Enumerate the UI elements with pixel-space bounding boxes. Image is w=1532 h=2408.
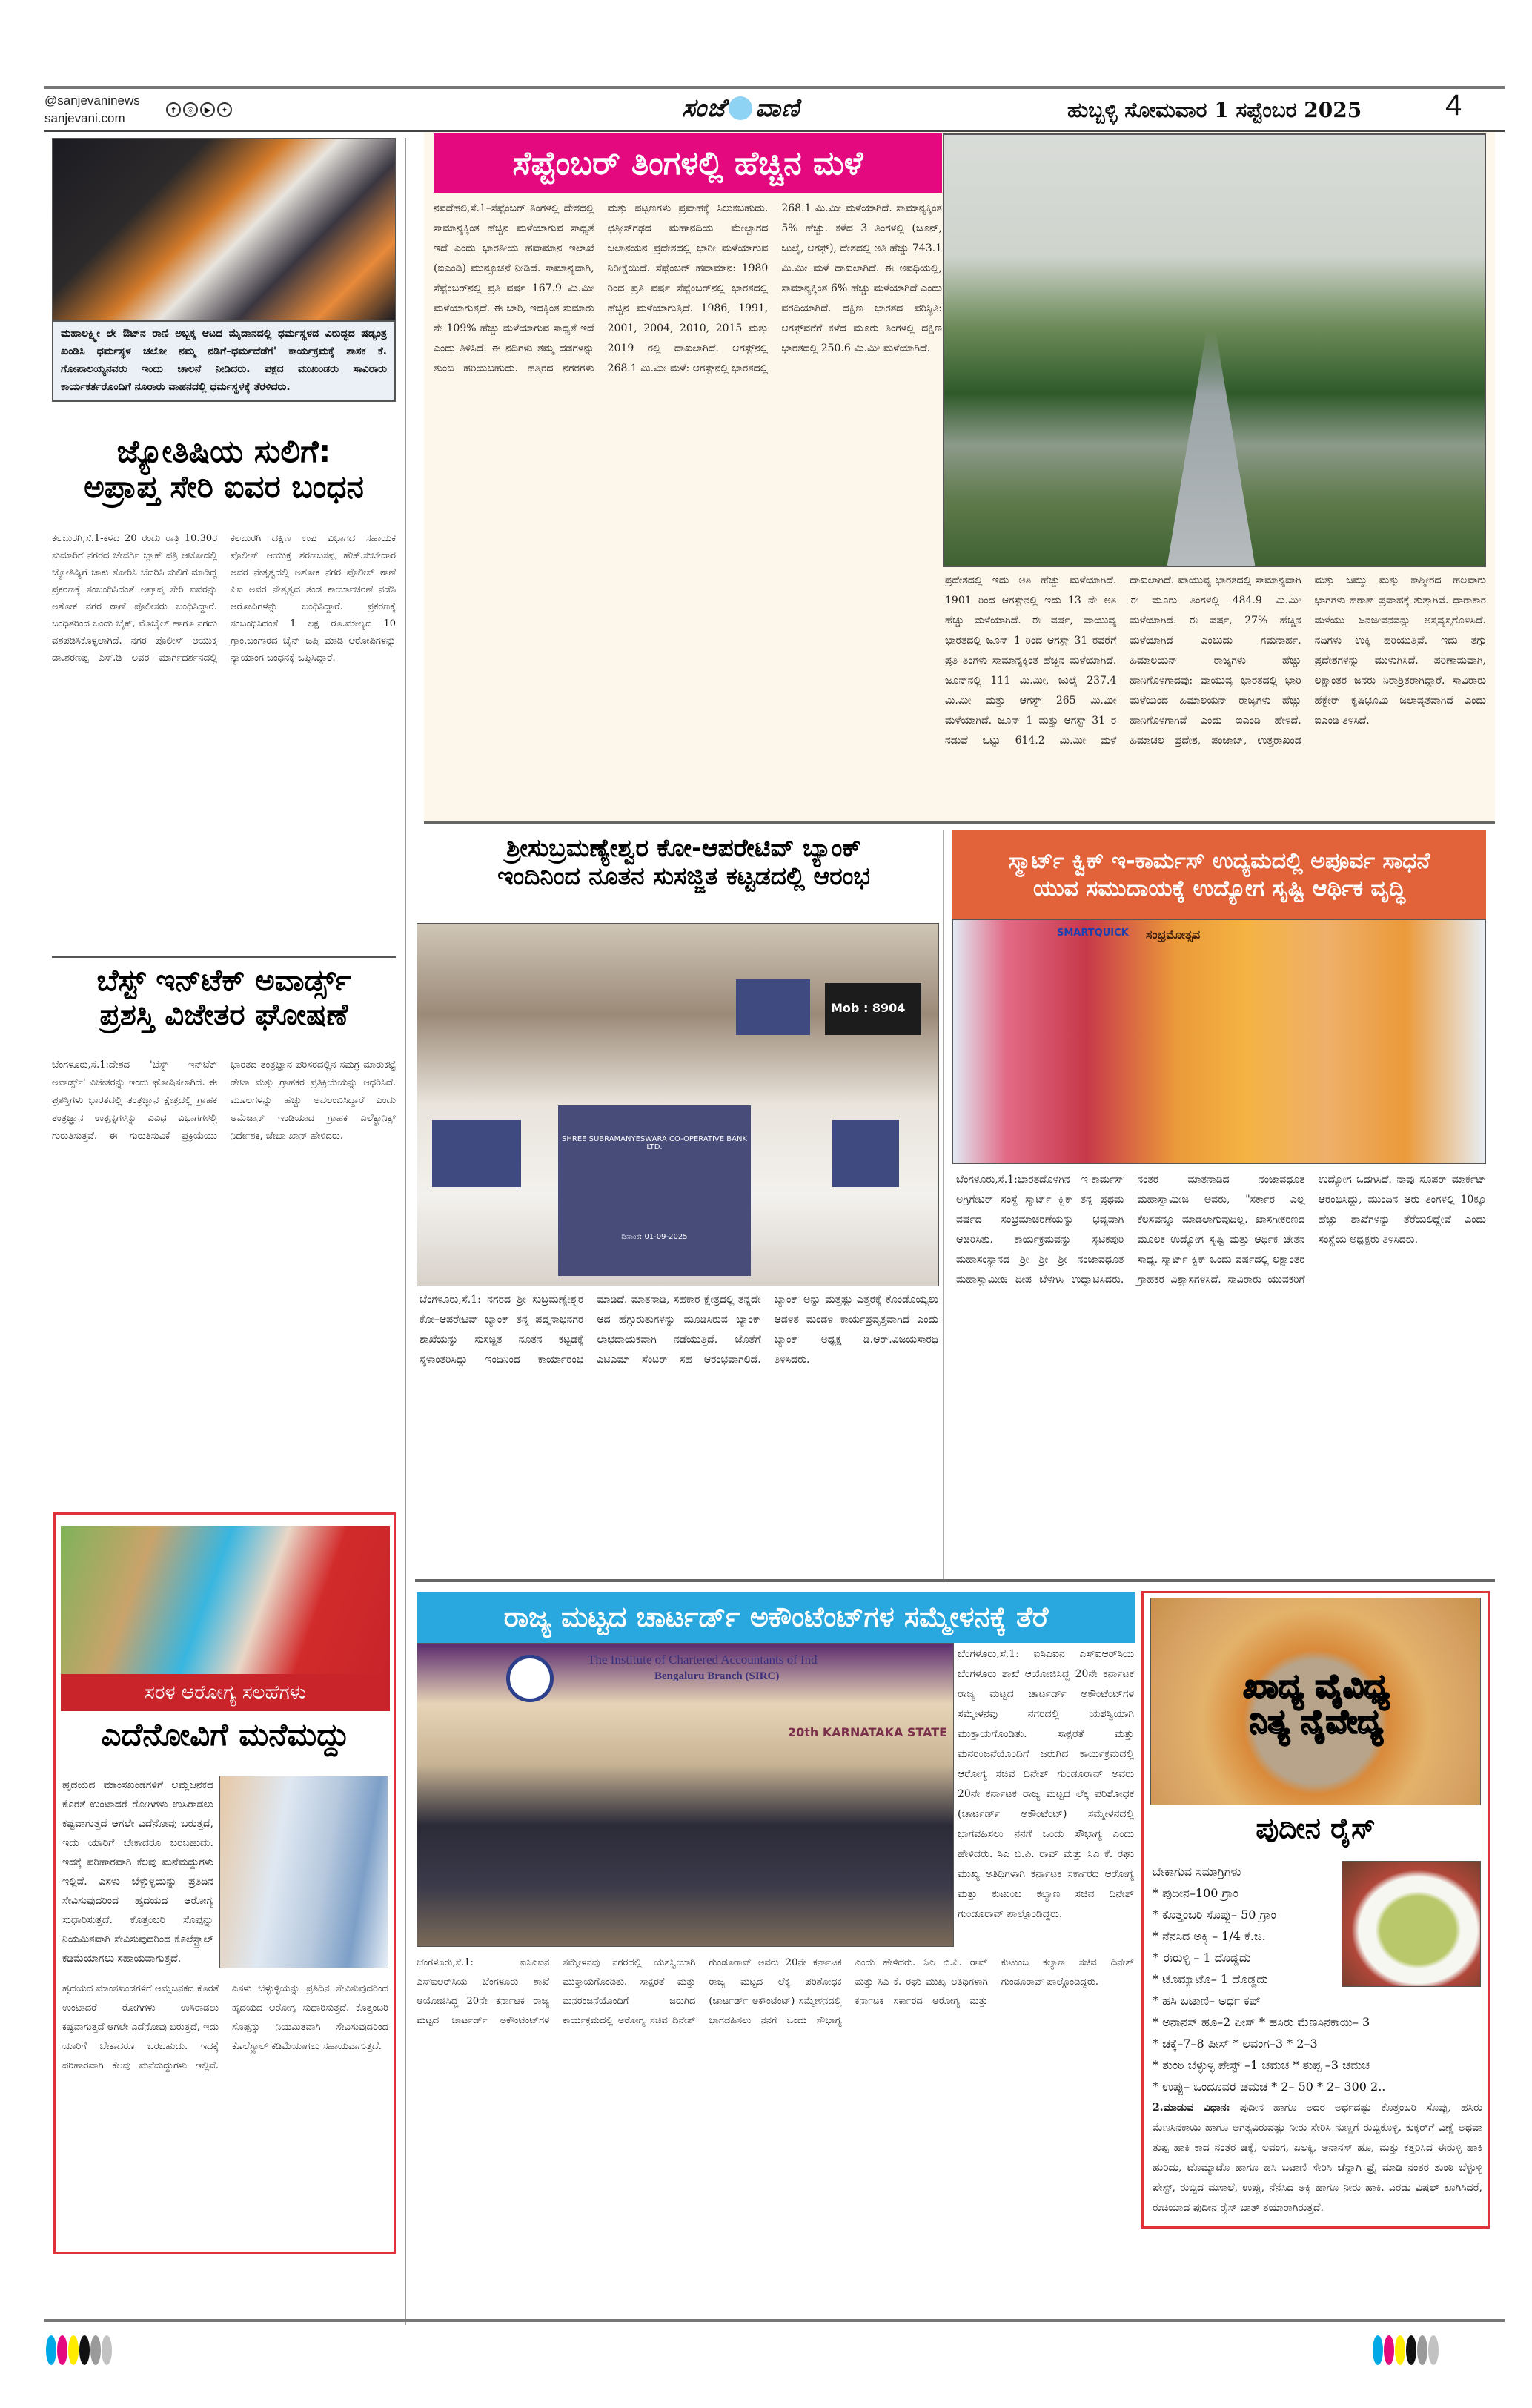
dateline: ಹುಬ್ಬಳ್ಳಿ ಸೋಮವಾರ 1 ಸಪ್ಟೆಂಬರ 2025 [1067, 98, 1362, 122]
health-banner-label: ಸರಳ ಆರೋಗ್ಯ ಸಲಹೆಗಳು [61, 1674, 390, 1711]
masthead-left: ಸಂಜೆ [682, 93, 726, 123]
bank-sign-small [832, 1120, 899, 1187]
column-divider [405, 138, 406, 2325]
gray-mark [90, 2335, 101, 2365]
astrologer-headline [47, 434, 400, 506]
ingredient-item: * ಈರುಳ್ಳಿ – 1 ದೊಡ್ಡದು [1153, 1951, 1251, 1965]
astrologer-body: ಕಲಬುರಗಿ,ಸೆ.1-ಕಳೆದ 20 ರಂದು ರಾತ್ರಿ 10.30ರ ಸುಮಾರಿಗೆ ನಗರದ ಜೇವರ್ಗಿ ಬ್ಲಾಕ್ ಪತ್ರಿ ಆಟೋದಲ್ಲಿ ಜ್ಯೋತಿಷ್ಯಿಗೆ ಚಾಕು ತೋರಿಸಿ ಬೆದರಿಸಿ ಸುಲಿಗೆ ಮಾಡಿದ್ದ ಪ್ರಕರಣಕ್ಕೆ ಸಂಬಂಧಿಸಿದಂತೆ ಅಪ್ರಾಪ್ತ ಸೇರಿ ಐವರನ್ನು ಅಶೋಕ ನಗರ ಠಾಣೆ ಪೊಲೀಸರು ಬಂಧಿಸಿದ್ದಾರೆ. ಬಂಧಿತರಿಂದ ಒಂದು ಬೈಕ್, ಮೊಬೈಲ್ ಹಾಗೂ ನಗದು ವಶಪಡಿಸಿಕೊಳ್ಳಲಾಗಿದೆ. ನಗರ ಪೊಲೀಸ್ ಆಯುಕ್ತ ಡಾ.ಶರಣಪ್ಪ ಎಸ್.ಡಿ ಅವರ ಮಾರ್ಗದರ್ಶನದಲ್ಲಿ ಕಲಬುರಗಿ ದಕ್ಷಿಣ ಉಪ ವಿಭಾಗದ ಸಹಾಯಕ ಪೊಲೀಸ್ ಆಯುಕ್ತ ಶರಣಬಸಪ್ಪ ಹೆಚ್.ಸುಬೇದಾರ ಅವರ ನೇತೃತ್ವದಲ್ಲಿ ಅಶೋಕ ನಗರ ಪೊಲೀಸ್ ಠಾಣೆ ಪಿಐ ಅವರ ನೇತೃತ್ವದ ತಂಡ ಕಾರ್ಯಾಚರಣೆ ನಡೆಸಿ ಆರೋಪಿಗಳನ್ನು ಬಂಧಿಸಿದ್ದಾರೆ. ಪ್ರಕರಣಕ್ಕೆ ಸಂಬಂಧಿಸಿದಂತೆ 1 ಲಕ್ಷ ರೂ.ಮೌಲ್ಯದ 10 ಗ್ರಾಂ.ಬಂಗಾರದ ಚೈನ್ ಜಪ್ತಿ ಮಾಡಿ ಆರೋಪಿಗಳನ್ನು ನ್ಯಾಯಾಂಗ ಬಂಧನಕ್ಕೆ ಒಪ್ಪಿಸಿದ್ದಾರೆ. [52, 533, 396, 664]
bank-headline-line1: ಶ್ರೀಸುಬ್ರಮಣ್ಯೇಶ್ವರ ಕೋ-ಆಪರೇಟಿವ್ ಬ್ಯಾಂಕ್ [506, 833, 861, 862]
method-text: ಪುದೀನ ಹಾಗೂ ಅದರ ಅರ್ಧದಷ್ಟು ಕೊತ್ತಂಬರಿ ಸೊಪ್ಪು, ಹಸಿರು ಮೆಣಸಿನಕಾಯಿ ಹಾಗೂ ಅಗತ್ಯವಿರುವಷ್ಟು ನೀರು ಸೇರಿಸಿ ನುಣ್ಣಗೆ ರುಬ್ಬಿಕೊಳ್ಳಿ. ಕುಕ್ಕರ್‌ಗೆ ಎಣ್ಣೆ ಅಥವಾ ತುಪ್ಪ ಹಾಕಿ ಕಾದ ನಂತರ ಚಕ್ಕೆ, ಲವಂಗ, ಏಲಕ್ಕಿ, ಅನಾನಸ್ ಹೂ, ಮತ್ತು ಕತ್ತರಿಸಿದ ಈರುಳ್ಳಿ ಹಾಕಿ ಹುರಿದು, ಟೊಮ್ಯಾಟೊ ಹಾಗೂ ಹಸಿ ಬಟಾಣಿ ಸೇರಿಸಿ ಚೆನ್ನಾಗಿ ಫ್ರೈ ಮಾಡಿ ನಂತರ ಶುಂಠಿ ಬೆಳ್ಳುಳ್ಳಿ ಪೇಸ್ಟ್, ರುಬ್ಬಿದ ಮಸಾಲೆ, ಉಪ್ಪು, ನೆನೆಸಿದ ಅಕ್ಕಿ ಹಾಗೂ ನೀರು ಹಾಕಿ. ಎರಡು ವಿಷಲ್ ಕೂಗಿಸಿದರೆ, ರುಚಿಯಾದ ಪುದೀನ ರೈಸ್ ಬಾತ್ ತಯಾರಾಗಿರುತ್ತದೆ. [1153, 2102, 1482, 2214]
smartquick-event-photo [952, 919, 1486, 1164]
recipe-banner-line2: ನಿತ್ಯ ನೈವೇದ್ಯ [1250, 1703, 1383, 1742]
method-label: 2.ಮಾಡುವ ವಿಧಾನ: [1153, 2102, 1230, 2114]
footer-rule [44, 2319, 1505, 2322]
ingredient-item: * ಉಪ್ಪು– ಒಂದೂವರೆ ಚಮಚ * 2– 50 * 2– 300 2.. [1153, 2080, 1386, 2094]
chartered-conference-photo [417, 1643, 954, 1947]
magenta-mark [57, 2335, 67, 2365]
black-mark [1406, 2335, 1416, 2365]
icai-logo-icon [506, 1655, 554, 1702]
gray-mark [1417, 2335, 1427, 2365]
chartered-body: ಬೆಂಗಳೂರು,ಸೆ.1: ಐಸಿಎಐನ ಎಸ್‌ಐಆರ್‌ಸಿಯ ಬೆಂಗಳೂರು ಶಾಖೆ ಆಯೋಜಿಸಿದ್ದ 20ನೇ ಕರ್ನಾಟಕ ರಾಜ್ಯ ಮಟ್ಟದ ಚಾರ್ಟರ್ಡ್ ಅಕೌಂಟೆಂಟ್‌ಗಳ ಸಮ್ಮೇಳನವು ನಗರದಲ್ಲಿ ಯಶಸ್ವಿಯಾಗಿ ಮುಕ್ತಾಯಗೊಂಡಿತು. ಸಾಕ್ಷರತೆ ಮತ್ತು ಮನರಂಜನೆಯೊಂದಿಗೆ ಜರುಗಿದ ಕಾರ್ಯಕ್ರಮದಲ್ಲಿ ಆರೋಗ್ಯ ಸಚಿವ ದಿನೇಶ್ ಗುಂಡೂರಾವ್ ಅವರು 20ನೇ ಕರ್ನಾಟಕ ರಾಜ್ಯ ಮಟ್ಟದ ಲೆಕ್ಕ ಪರಿಶೋಧಕ (ಚಾರ್ಟರ್ಡ್ ಅಕೌಂಟೆಂಟ್) ಸಮ್ಮೇಳನದಲ್ಲಿ ಭಾಗವಹಿಸಲು ನನಗೆ ಒಂದು ಸೌಭಾಗ್ಯ ಎಂದು ಹೇಳಿದರು. ಸಿಎ ಬಿ.ಪಿ. ರಾವ್ ಮತ್ತು ಸಿಎ ಕೆ. ರಘು ಮುಖ್ಯ ಅತಿಥಿಗಳಾಗಿ ಕರ್ನಾಟಕ ಸರ್ಕಾರದ ಆರೋಗ್ಯ ಮತ್ತು ಕುಟುಂಬ ಕಲ್ಯಾಣ ಸಚಿವ ದಿನೇಶ್ ಗುಂಡೂರಾವ್ ಪಾಲ್ಗೊಂಡಿದ್ದರು. [417, 1957, 1134, 2026]
best-intech-headline [47, 964, 400, 1032]
ingredient-item: * ಟೊಮ್ಯಾಟೊ– 1 ದೊಡ್ಡದು [1153, 1972, 1268, 1986]
smartquick-banner-text: ಸಂಭ್ರಮೋತ್ಸವ [1146, 927, 1201, 942]
chartered-headline: ರಾಜ್ಯ ಮಟ್ಟದ ಚಾರ್ಟರ್ಡ್ ಅಕೌಂಟೆಂಟ್‌ಗಳ ಸಮ್ಮೇಳನಕ್ಕೆ ತೆರೆ [417, 1592, 1135, 1643]
state-conference-text: 20th KARNATAKA STATE [788, 1725, 948, 1739]
bank-sign-small [736, 979, 810, 1035]
rain-road-photo [943, 133, 1486, 567]
yellow-mark [68, 2335, 79, 2365]
astrologer-headline-line1: ಜ್ಯೋತಿಷಿಯ ಸುಲಿಗೆ: [116, 433, 331, 469]
bank-sign [558, 1105, 751, 1276]
chest-pain-photo [219, 1776, 388, 1968]
dharmasthala-photo [52, 138, 396, 320]
rain-body-lower: ಪ್ರದೇಶದಲ್ಲಿ ಇದು ಅತಿ ಹೆಚ್ಚು ಮಳೆಯಾಗಿದೆ. 1901 ರಿಂದ ಆಗಸ್ಟ್‌ನಲ್ಲಿ ಇದು 13 ನೇ ಅತಿ ಹೆಚ್ಚು ಮಳೆಯಾಗಿದೆ. ಈ ವರ್ಷ, ವಾಯುವ್ಯ ಭಾರತದಲ್ಲಿ ಜೂನ್ 1 ರಿಂದ ಆಗಸ್ಟ್ 31 ರವರೆಗೆ ಪ್ರತಿ ತಿಂಗಳು ಸಾಮಾನ್ಯಕ್ಕಿಂತ ಹೆಚ್ಚಿನ ಮಳೆಯಾಗಿದೆ. ಜೂನ್‌ನಲ್ಲಿ 111 ಮಿ.ಮೀ, ಜುಲೈ 237.4 ಮಿ.ಮೀ ಮತ್ತು ಆಗಸ್ಟ್ 265 ಮಿ.ಮೀ ಮಳೆಯಾಗಿದೆ. ಜೂನ್ 1 ಮತ್ತು ಆಗಸ್ಟ್ 31 ರ ನಡುವೆ ಒಟ್ಟು 614.2 ಮಿ.ಮೀ ಮಳೆ ದಾಖಲಾಗಿದೆ. ವಾಯುವ್ಯ ಭಾರತದಲ್ಲಿ ಸಾಮಾನ್ಯವಾಗಿ ಈ ಮೂರು ತಿಂಗಳಲ್ಲಿ 484.9 ಮಿ.ಮೀ ಮಳೆಯಾಗಿದೆ. ಈ ವರ್ಷ, 27% ಹೆಚ್ಚಿನ ಮಳೆಯಾಗಿದೆ ಎಂಬುದು ಗಮನಾರ್ಹ. ಹಿಮಾಲಯನ್ ರಾಜ್ಯಗಳು ಹೆಚ್ಚು ಹಾನಿಗೊಳಗಾದವು: ವಾಯುವ್ಯ ಭಾರತದಲ್ಲಿ ಭಾರಿ ಮಳೆಯಿಂದ ಹಿಮಾಲಯನ್ ರಾಜ್ಯಗಳು ಹೆಚ್ಚು ಹಾನಿಗೊಳಗಾಗಿವೆ ಎಂದು ಐಎಂಡಿ ಹೇಳಿದೆ. ಹಿಮಾಚಲ ಪ್ರದೇಶ, ಪಂಜಾಬ್, ಉತ್ತರಾಖಂಡ ಮತ್ತು ಜಮ್ಮು ಮತ್ತು ಕಾಶ್ಮೀರದ ಹಲವಾರು ಭಾಗಗಳು ಹಠಾತ್ ಪ್ರವಾಹಕ್ಕೆ ತುತ್ತಾಗಿವೆ. ಧಾರಾಕಾರ ಮಳೆಯು ಜನಜೀವನವನ್ನು ಅಸ್ತವ್ಯಸ್ತಗೊಳಿಸಿದೆ. ನದಿಗಳು ಉಕ್ಕಿ ಹರಿಯುತ್ತಿವೆ. ಇದು ತಗ್ಗು ಪ್ರದೇಶಗಳನ್ನು ಮುಳುಗಿಸಿದೆ. ಪರಿಣಾಮವಾಗಿ, ಲಕ್ಷಾಂತರ ಜನರು ನಿರಾಶ್ರಿತರಾಗಿದ್ದಾರೆ. ಸಾವಿರಾರು ಹೆಕ್ಟೇರ್ ಕೃಷಿಭೂಮಿ ಜಲಾವೃತವಾಗಿದೆ ಎಂದು ಐಎಂಡಿ ತಿಳಿಸಿದೆ. [945, 575, 1486, 747]
youtube-icon[interactable]: ▶ [200, 102, 215, 117]
astrologer-headline-line2: ಅಪ್ರಾಪ್ತ ಸೇರಿ ಐವರ ಬಂಧನ [84, 469, 364, 506]
ingredient-item: * ನೆನಸಿದ ಅಕ್ಕಿ – 1/4 ಕೆ.ಜಿ. [1153, 1929, 1266, 1943]
road-shape [1167, 135, 1256, 567]
cyan-mark [1373, 2335, 1383, 2365]
dharmasthala-caption: ಮಹಾಲಕ್ಷ್ಮೀ ಲೇ ಔಟ್‌ನ ರಾಣಿ ಅಬ್ಬಕ್ಕ ಆಟದ ಮೈದಾನದಲ್ಲಿ ಧರ್ಮಸ್ಥಳದ ವಿರುದ್ಧದ ಷಡ್ಯಂತ್ರ ಖಂಡಿಸಿ ಧರ್ಮಸ್ಥಳ ಚಲೋ ನಮ್ಮ ನಡಿಗೆ–ಧರ್ಮದೆಡೆಗೆ' ಕಾರ್ಯಕ್ರಮಕ್ಕೆ ಶಾಸಕ ಕೆ. ಗೋಪಾಲಯ್ಯನವರು ಇಂದು ಚಾಲನೆ ನೀಡಿದರು. ಪಕ್ಷದ ಮುಖಂಡರು ಸಾವಿರಾರು ಕಾರ್ಯಕರ್ತರೊಂದಿಗೆ ನೂರಾರು ವಾಹನದಲ್ಲಿ ಧರ್ಮಸ್ಥಳಕ್ಕೆ ತೆರಳಿದರು. [52, 320, 396, 402]
yellow-mark [1395, 2335, 1405, 2365]
health-body-part1: ಹೃದಯದ ಮಾಂಸಖಂಡಗಳಿಗೆ ಆಮ್ಲಜನಕದ ಕೊರತೆ ಉಂಟಾದರೆ ರೋಗಿಗಳು ಉಸಿರಾಡಲು ಕಷ್ಟವಾಗುತ್ತದೆ ಆಗಲೇ ಎದೆನೋವು ಬರುತ್ತದೆ, ಇದು ಯಾರಿಗೆ ಬೇಕಾದರೂ ಬರಬಹುದು. ಇದಕ್ಕೆ ಪರಿಹಾರವಾಗಿ ಕೆಲವು ಮನೆಮದ್ದುಗಳು ಇಲ್ಲಿವೆ. ಎಸಳು ಬೆಳ್ಳುಳ್ಳಿಯನ್ನು ಪ್ರತಿದಿನ ಸೇವಿಸುವುದರಿಂದ ಹೃದಯದ ಆರೋಗ್ಯ ಸುಧಾರಿಸುತ್ತದೆ. ಕೊತ್ತಂಬರಿ ಸೊಪ್ಪನ್ನು ನಿಯಮಿತವಾಗಿ ಸೇವಿಸುವುದರಿಂದ ಕೊಲೆಸ್ಟ್ರಾಲ್ ಕಡಿಮೆಯಾಗಲು ಸಹಾಯವಾಗುತ್ತದೆ. [62, 1779, 213, 1965]
rain-body: ನವದೆಹಲಿ,ಸೆ.1–ಸೆಪ್ಟೆಂಬರ್ ತಿಂಗಳಲ್ಲಿ ದೇಶದಲ್ಲಿ ಸಾಮಾನ್ಯಕ್ಕಿಂತ ಹೆಚ್ಚಿನ ಮಳೆಯಾಗುವ ಸಾಧ್ಯತೆ ಇದೆ ಎಂದು ಭಾರತೀಯ ಹವಾಮಾನ ಇಲಾಖೆ (ಐಎಂಡಿ) ಮುನ್ಸೂಚನೆ ನೀಡಿದೆ. ಸಾಮಾನ್ಯವಾಗಿ, ಸೆಪ್ಟೆಂಬರ್‌ನಲ್ಲಿ ಪ್ರತಿ ವರ್ಷ 167.9 ಮಿ.ಮೀ ಮಳೆಯಾಗುತ್ತದೆ. ಈ ಬಾರಿ, ಇದಕ್ಕಿಂತ ಸುಮಾರು ಶೇ 109% ಹೆಚ್ಚು ಮಳೆಯಾಗುವ ಸಾಧ್ಯತೆ ಇದೆ ಎಂದು ತಿಳಿಸಿದೆ. ಈ ನದಿಗಳು ತಮ್ಮ ದಡಗಳನ್ನು ತುಂಬಿ ಹರಿಯಬಹುದು. ಹತ್ತಿರದ ನಗರಗಳು ಮತ್ತು ಪಟ್ಟಣಗಳು ಪ್ರವಾಹಕ್ಕೆ ಸಿಲುಕಬಹುದು. ಛತ್ತೀಸ್‌ಗಢದ ಮಹಾನದಿಯ ಮೇಲ್ಭಾಗದ ಜಲಾನಯನ ಪ್ರದೇಶದಲ್ಲಿ ಭಾರೀ ಮಳೆಯಾಗುವ ನಿರೀಕ್ಷೆಯಿದೆ. ಸೆಪ್ಟೆಂಬರ್ ಹವಾಮಾನ: 1980 ರಿಂದ ಪ್ರತಿ ವರ್ಷ ಸೆಪ್ಟೆಂಬರ್‌ನಲ್ಲಿ ಭಾರತದಲ್ಲಿ ಹೆಚ್ಚಿನ ಮಳೆಯಾಗುತ್ತಿದೆ. 1986, 1991, 2001, 2004, 2010, 2015 ಮತ್ತು 2019 ರಲ್ಲಿ ದಾಖಲಾಗಿದೆ. ಆಗಸ್ಟ್‌ನಲ್ಲಿ 268.1 ಮಿ.ಮೀ ಮಳೆ: ಆಗಸ್ಟ್‌ನಲ್ಲಿ ಭಾರತದಲ್ಲಿ 268.1 ಮಿ.ಮೀ ಮಳೆಯಾಗಿದೆ. ಸಾಮಾನ್ಯಕ್ಕಿಂತ 5% ಹೆಚ್ಚು. ಕಳೆದ 3 ತಿಂಗಳಲ್ಲಿ (ಜೂನ್, ಜುಲೈ, ಆಗಸ್ಟ್), ದೇಶದಲ್ಲಿ ಅತಿ ಹೆಚ್ಚು 743.1 ಮಿ.ಮೀ ಮಳೆ ದಾಖಲಾಗಿದೆ. ಈ ಅವಧಿಯಲ್ಲಿ, ಸಾಮಾನ್ಯಕ್ಕಿಂತ 6% ಹೆಚ್ಚು ಮಳೆಯಾಗಿದೆ ಎಂದು ವರದಿಯಾಗಿದೆ. ದಕ್ಷಿಣ ಭಾರತದ ಪರಿಸ್ಥಿತಿ: ಆಗಸ್ಟ್‌ವರೆಗೆ ಕಳೆದ ಮೂರು ತಿಂಗಳಲ್ಲಿ ದಕ್ಷಿಣ ಭಾರತದಲ್ಲಿ 250.6 ಮಿ.ಮೀ ಮಳೆಯಾಗಿದೆ. [434, 202, 942, 374]
website-link[interactable]: sanjevani.com [44, 111, 125, 125]
ingredients-label: ಬೇಕಾಗುವ ಸಮಾಗ್ರಿಗಳು [1153, 1865, 1241, 1879]
instagram-icon[interactable]: ◎ [183, 102, 198, 117]
masthead-globe-icon [729, 96, 752, 120]
facebook-icon[interactable]: f [166, 102, 181, 117]
twitter-handle[interactable]: @sanjevaninews [44, 93, 140, 108]
smartquick-headline-line1: ಸ್ಮಾರ್ಟ್ ಕ್ವಿಕ್ ಇ-ಕಾರ್ಮಸ್ ಉದ್ಯಮದಲ್ಲಿ ಅಪೂರ್ವ ಸಾಧನೆ [1008, 847, 1430, 874]
best-intech-body: ಬೆಂಗಳೂರು,ಸೆ.1:ದೇಶದ 'ಬೆಸ್ಟ್ ಇನ್‌ಟೆಕ್ ಅವಾರ್ಡ್ಸ್' ವಿಜೇತರನ್ನು ಇಂದು ಘೋಷಿಸಲಾಗಿದೆ. ಈ ಪ್ರಶಸ್ತಿಗಳು ಭಾರತದಲ್ಲಿ ತಂತ್ರಜ್ಞಾನ ಕ್ಷೇತ್ರದಲ್ಲಿ ಗ್ರಾಹಕ ತಂತ್ರಜ್ಞಾನ ಉತ್ಪನ್ನಗಳನ್ನು ವಿವಿಧ ವಿಭಾಗಗಳಲ್ಲಿ ಗುರುತಿಸುತ್ತವೆ. ಈ ಗುರುತಿಸುವಿಕೆ ಪ್ರಕ್ರಿಯೆಯು ಭಾರತದ ತಂತ್ರಜ್ಞಾನ ಪರಿಸರದಲ್ಲಿನ ಸಮಗ್ರ ಮಾರುಕಟ್ಟೆ ಡೇಟಾ ಮತ್ತು ಗ್ರಾಹಕರ ಪ್ರತಿಕ್ರಿಯೆಯನ್ನು ಆಧರಿಸಿದೆ. ಮೂಲಗಳನ್ನು ಹೆಚ್ಚು ಅವಲಂಬಿಸಿದ್ದಾರೆ ಎಂದು ಅಮೆಜಾನ್ ಇಂಡಿಯಾದ ಗ್ರಾಹಕ ಎಲೆಕ್ಟ್ರಾನಿಕ್ಸ್ ನಿರ್ದೇಶಕ, ಜೇಬಾ ಖಾನ್ ಹೇಳಿದರು. [52, 1059, 396, 1142]
icai-banner-text: The Institute of Chartered Accountants of Ind [588, 1653, 818, 1667]
cmyk-marks-left [46, 2335, 112, 2365]
smartquick-brand-text: SMARTQUICK [1057, 927, 1129, 939]
column-divider [943, 830, 944, 1579]
lightgray-mark [1428, 2335, 1439, 2365]
social-icons [166, 102, 232, 117]
masthead-logo [682, 93, 800, 123]
header-top-rule [44, 86, 1505, 89]
recipe-banner-text [1151, 1669, 1481, 1741]
health-headline: ಎದೆನೋವಿಗೆ ಮನೆಮದ್ದು [101, 1716, 350, 1753]
page-number: 4 [1445, 89, 1462, 122]
bank-sign-text: SHREE SUBRAMANYESWARA CO-OPERATIVE BANK LTD. [562, 1135, 747, 1151]
recipe-method [1153, 2098, 1482, 2224]
chartered-body-side: ಬೆಂಗಳೂರು,ಸೆ.1: ಐಸಿಎಐನ ಎಸ್‌ಐಆರ್‌ಸಿಯ ಬೆಂಗಳೂರು ಶಾಖೆ ಆಯೋಜಿಸಿದ್ದ 20ನೇ ಕರ್ನಾಟಕ ರಾಜ್ಯ ಮಟ್ಟದ ಚಾರ್ಟರ್ಡ್ ಅಕೌಂಟೆಂಟ್‌ಗಳ ಸಮ್ಮೇಳನವು ನಗರದಲ್ಲಿ ಯಶಸ್ವಿಯಾಗಿ ಮುಕ್ತಾಯಗೊಂಡಿತು. ಸಾಕ್ಷರತೆ ಮತ್ತು ಮನರಂಜನೆಯೊಂದಿಗೆ ಜರುಗಿದ ಕಾರ್ಯಕ್ರಮದಲ್ಲಿ ಆರೋಗ್ಯ ಸಚಿವ ದಿನೇಶ್ ಗುಂಡೂರಾವ್ ಅವರು 20ನೇ ಕರ್ನಾಟಕ ರಾಜ್ಯ ಮಟ್ಟದ ಲೆಕ್ಕ ಪರಿಶೋಧಕ (ಚಾರ್ಟರ್ಡ್ ಅಕೌಂಟೆಂಟ್) ಸಮ್ಮೇಳನದಲ್ಲಿ ಭಾಗವಹಿಸಲು ನನಗೆ ಒಂದು ಸೌಭಾಗ್ಯ ಎಂದು ಹೇಳಿದರು. ಸಿಎ ಬಿ.ಪಿ. ರಾವ್ ಮತ್ತು ಸಿಎ ಕೆ. ರಘು ಮುಖ್ಯ ಅತಿಥಿಗಳಾಗಿ ಕರ್ನಾಟಕ ಸರ್ಕಾರದ ಆರೋಗ್ಯ ಮತ್ತು ಕುಟುಂಬ ಕಲ್ಯಾಣ ಸಚಿವ ದಿನೇಶ್ ಗುಂಡೂರಾವ್ ಪಾಲ್ಗೊಂಡಿದ್ದರು. [958, 1648, 1134, 1920]
icai-branch-text: Bengaluru Branch (SIRC) [654, 1670, 780, 1682]
ingredient-item: * ಪುದೀನ–100 ಗ್ರಾಂ [1153, 1886, 1238, 1900]
ingredient-item: * ಕೊತ್ತಂಬರಿ ಸೊಪ್ಪು– 50 ಗ್ರಾಂ [1153, 1908, 1276, 1922]
header-contact [44, 92, 140, 128]
ingredients-list [1153, 1861, 1482, 2097]
masthead-right: ವಾಣಿ [755, 93, 800, 123]
black-mark [79, 2335, 90, 2365]
recipe-title: ಪುದೀನ ರೈಸ್ [1256, 1812, 1376, 1845]
spices-banner-image [1150, 1598, 1481, 1805]
section-rule [424, 821, 1495, 824]
cmyk-marks-right [1373, 2335, 1439, 2365]
bank-headline-line2: ಇಂದಿನಿಂದ ನೂತನ ಸುಸಜ್ಜಿತ ಕಟ್ಟಡದಲ್ಲಿ ಆರಂಭ [497, 861, 870, 890]
health-body: ಹೃದಯದ ಮಾಂಸಖಂಡಗಳಿಗೆ ಆಮ್ಲಜನಕದ ಕೊರತೆ ಉಂಟಾದರೆ ರೋಗಿಗಳು ಉಸಿರಾಡಲು ಕಷ್ಟವಾಗುತ್ತದೆ ಆಗಲೇ ಎದೆನೋವು ಬರುತ್ತದೆ, ಇದು ಯಾರಿಗೆ ಬೇಕಾದರೂ ಬರಬಹುದು. ಇದಕ್ಕೆ ಪರಿಹಾರವಾಗಿ ಕೆಲವು ಮನೆಮದ್ದುಗಳು ಇಲ್ಲಿವೆ. ಎಸಳು ಬೆಳ್ಳುಳ್ಳಿಯನ್ನು ಪ್ರತಿದಿನ ಸೇವಿಸುವುದರಿಂದ ಹೃದಯದ ಆರೋಗ್ಯ ಸುಧಾರಿಸುತ್ತದೆ. ಕೊತ್ತಂಬರಿ ಸೊಪ್ಪನ್ನು ನಿಯಮಿತವಾಗಿ ಸೇವಿಸುವುದರಿಂದ ಕೊಲೆಸ್ಟ್ರಾಲ್ ಕಡಿಮೆಯಾಗಲು ಸಹಾಯವಾಗುತ್ತದೆ. [62, 1983, 388, 2071]
smartquick-body: ಬೆಂಗಳೂರು,ಸೆ.1:ಭಾರತದೊಳಗಿನ ಇ-ಕಾರ್ಮಸ್ ಅಗ್ರಿಗೇಟರ್ ಸಂಸ್ಥೆ ಸ್ಮಾರ್ಟ್ ಕ್ವಿಕ್ ತನ್ನ ಪ್ರಥಮ ವರ್ಷದ ಸಂಭ್ರಮಾಚರಣೆಯನ್ನು ಭವ್ಯವಾಗಿ ಆಚರಿಸಿತು. ಕಾರ್ಯಕ್ರಮವನ್ನು ಸ್ಫಟಿಕಪುರಿ ಮಹಾಸಂಸ್ಥಾನದ ಶ್ರೀ ಶ್ರೀ ಶ್ರೀ ನಂಜಾವಧೂತ ಮಹಾಸ್ವಾಮೀಜಿ ದೀಪ ಬೆಳಗಿಸಿ ಉದ್ಘಾಟಿಸಿದರು. ನಂತರ ಮಾತನಾಡಿದ ನಂಜಾವಧೂತ ಮಹಾಸ್ವಾಮೀಜಿ ಅವರು, "ಸರ್ಕಾರ ಎಲ್ಲ ಕೆಲಸವನ್ನೂ ಮಾಡಲಾಗುವುದಿಲ್ಲ. ಖಾಸಗೀಕರಣದ ಮೂಲಕ ಉದ್ಯೋಗ ಸೃಷ್ಟಿ ಮತ್ತು ಆರ್ಥಿಕ ಚೇತನ ಸಾಧ್ಯ. ಸ್ಮಾರ್ಟ್ ಕ್ವಿಕ್ ಒಂದು ವರ್ಷದಲ್ಲಿ ಲಕ್ಷಾಂತರ ಗ್ರಾಹಕರ ವಿಶ್ವಾಸಗಳಿಸಿದೆ. ಸಾವಿರಾರು ಯುವಕರಿಗೆ ಉದ್ಯೋಗ ಒದಗಿಸಿದೆ. ನಾವು ಸೂಪರ್ ಮಾರ್ಕೆಟ್ ಆರಂಭಿಸಿದ್ದು, ಮುಂದಿನ ಆರು ತಿಂಗಳಲ್ಲಿ 10ಕ್ಕೂ ಹೆಚ್ಚು ಶಾಖೆಗಳನ್ನು ತೆರೆಯಲಿದ್ದೇವೆ ಎಂದು ಸಂಸ್ಥೆಯ ಅಧ್ಯಕ್ಷರು ತಿಳಿಸಿದರು. [956, 1174, 1486, 1286]
bank-sign-date: ದಿನಾಂಕ: 01-09-2025 [621, 1233, 688, 1241]
bank-sign-small [432, 1120, 521, 1187]
ingredient-item: * ಅನಾನಸ್ ಹೂ–2 ಪೀಸ್ * ಹಸಿರು ಮೆಣಸಿನಕಾಯಿ– 3 [1153, 2015, 1370, 2029]
bank-mob-sign: Mob : 8904 [825, 983, 921, 1035]
cyan-mark [46, 2335, 56, 2365]
bank-headline [422, 834, 945, 890]
divider [52, 956, 396, 958]
bank-inauguration-photo [417, 923, 939, 1286]
recipe-banner-line1: ಖಾದ್ಯ ವೈವಿಧ್ಯ [1243, 1667, 1390, 1705]
ingredient-item: * ಶುಂಠಿ ಬೆಳ್ಳುಳ್ಳಿ ಪೇಸ್ಟ್ –1 ಚಮಚ * ತುಪ್ಪ –3 ಚಮಚ [1153, 2058, 1370, 2072]
ingredient-item: * ಹಸಿ ಬಟಾಣಿ– ಅರ್ಧ ಕಪ್ [1153, 1994, 1261, 2008]
section-rule [415, 1579, 1495, 1582]
rain-headline: ಸೆಪ್ಟೆಂಬರ್ ತಿಂಗಳಲ್ಲಿ ಹೆಚ್ಚಿನ ಮಳೆ [434, 133, 942, 193]
health-banner-image [61, 1526, 390, 1674]
best-intech-headline-line2: ಪ್ರಶಸ್ತಿ ವಿಜೇತರ ಘೋಷಣೆ [99, 998, 348, 1032]
smartquick-headline [952, 830, 1486, 919]
lightgray-mark [102, 2335, 112, 2365]
magenta-mark [1384, 2335, 1394, 2365]
best-intech-headline-line1: ಬೆಸ್ಟ್ ಇನ್‌ಟೆಕ್ ಅವಾರ್ಡ್ಸ್ [96, 964, 351, 998]
smartquick-headline-line2: ಯುವ ಸಮುದಾಯಕ್ಕೆ ಉದ್ಯೋಗ ಸೃಷ್ಟಿ ಆರ್ಥಿಕ ವೃದ್ಧಿ [1033, 876, 1405, 902]
bank-body: ಬೆಂಗಳೂರು,ಸೆ.1: ನಗರದ ಶ್ರೀ ಸುಬ್ರಮಣ್ಯೇಶ್ವರ ಕೋ–ಆಪರೇಟಿವ್ ಬ್ಯಾಂಕ್ ತನ್ನ ಪದ್ಮನಾಭನಗರ ಶಾಖೆಯನ್ನು ಸುಸಜ್ಜಿತ ನೂತನ ಕಟ್ಟಡಕ್ಕೆ ಸ್ಥಳಾಂತರಿಸಿದ್ದು ಇಂದಿನಿಂದ ಕಾರ್ಯಾರಂಭ ಮಾಡಿದೆ. ಮಾತನಾಡಿ, ಸಹಕಾರ ಕ್ಷೇತ್ರದಲ್ಲಿ ತನ್ನದೇ ಆದ ಹೆಗ್ಗುರುತುಗಳನ್ನು ಮೂಡಿಸಿರುವ ಬ್ಯಾಂಕ್ ಲಾಭದಾಯಕವಾಗಿ ನಡೆಯುತ್ತಿದೆ. ಜೊತೆಗೆ ಎಟಿಎಮ್ ಸೆಂಟರ್ ಸಹ ಆರಂಭವಾಗಲಿದೆ. ಬ್ಯಾಂಕ್ ಅನ್ನು ಮತ್ತಷ್ಟು ಎತ್ತರಕ್ಕೆ ಕೊಂಡೊಯ್ಯಲು ಆಡಳಿತ ಮಂಡಳಿ ಕಾರ್ಯಪ್ರವೃತ್ತವಾಗಿದೆ ಎಂದು ಬ್ಯಾಂಕ್ ಅಧ್ಯಕ್ಷ ಡಿ.ಆರ್.ವಿಜಯಸಾರಥಿ ತಿಳಿಸಿದರು. [420, 1294, 938, 1366]
ingredient-item: * ಚಕ್ಕೆ–7–8 ಪೀಸ್ * ಲವಂಗ–3 * 2–3 [1153, 2037, 1318, 2051]
twitter-icon[interactable]: ✦ [217, 102, 232, 117]
